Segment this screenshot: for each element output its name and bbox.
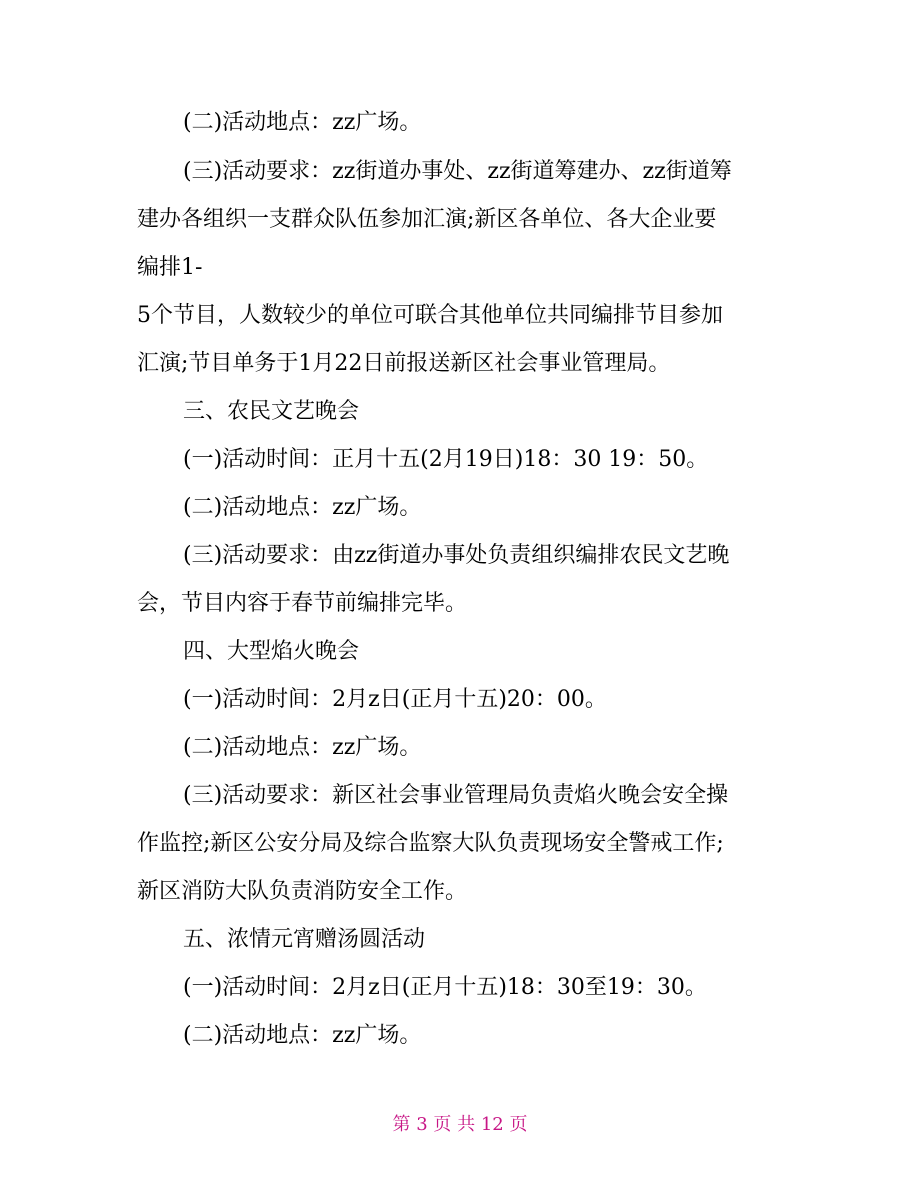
text-line: 新区消防大队负责消防安全工作。 xyxy=(137,879,468,904)
section-heading: 五、浓情元宵赠汤圆活动 xyxy=(183,927,426,952)
text-line: (三)活动要求：由zz街道办事处负责组织编排农民文艺晚 xyxy=(183,543,730,568)
text-line: (一)活动时间：2月z日(正月十五)20：00。 xyxy=(183,687,607,712)
page-number: 第 3 页 共 12 页 xyxy=(392,1114,528,1135)
text-line: (三)活动要求：zz街道办事处、zz街道筹建办、zz街道筹 xyxy=(183,159,732,184)
text-line: 建办各组织一支群众队伍参加汇演;新区各单位、各大企业要 xyxy=(137,207,717,232)
text-line: (一)活动时间：正月十五(2月19日)18：30 19：50。 xyxy=(183,447,709,472)
section-heading: 三、农民文艺晚会 xyxy=(183,399,360,424)
text-line: 编排1- xyxy=(137,255,203,280)
section-heading: 四、大型焰火晚会 xyxy=(183,639,360,664)
text-line: (三)活动要求：新区社会事业管理局负责焰火晚会安全操 xyxy=(183,783,729,808)
text-line: 会，节目内容于春节前编排完毕。 xyxy=(137,591,468,616)
text-line: 作监控;新区公安分局及综合监察大队负责现场安全警戒工作; xyxy=(137,831,724,856)
text-line: 5个节目，人数较少的单位可联合其他单位共同编排节目参加 xyxy=(137,303,723,328)
text-line: (二)活动地点：zz广场。 xyxy=(183,110,422,135)
text-line: 汇演;节目单务于1月22日前报送新区社会事业管理局。 xyxy=(137,351,671,376)
text-line: (二)活动地点：zz广场。 xyxy=(183,495,422,520)
text-line: (二)活动地点：zz广场。 xyxy=(183,1023,422,1048)
text-line: (二)活动地点：zz广场。 xyxy=(183,735,422,760)
text-line: (一)活动时间：2月z日(正月十五)18：30至19：30。 xyxy=(183,975,707,1000)
